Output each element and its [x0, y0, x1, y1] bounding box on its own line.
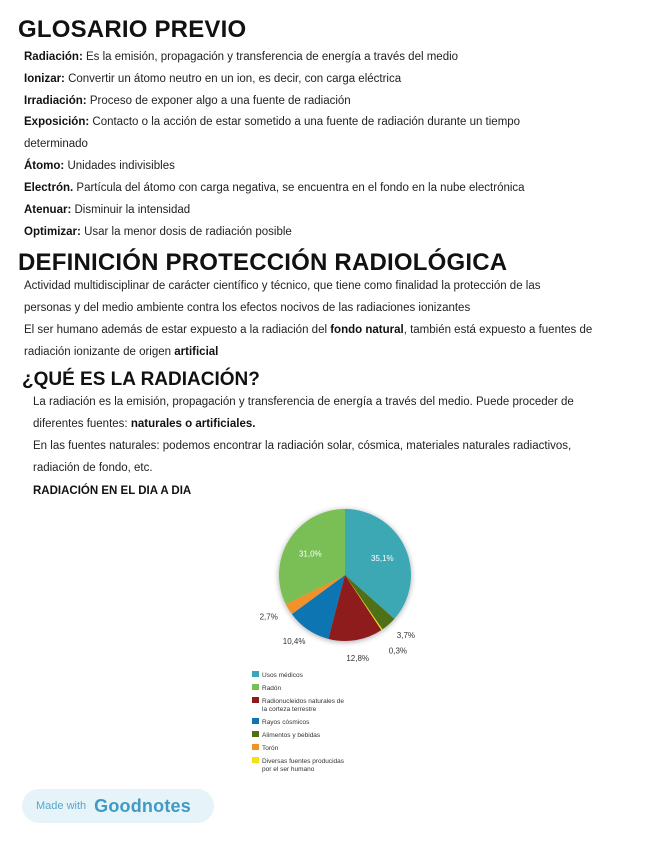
legend-label: Radionucleidos naturales de — [262, 698, 345, 705]
legend-swatch — [252, 718, 259, 724]
pie-value-label: 10,4% — [282, 637, 306, 647]
glossary-item — [24, 159, 175, 173]
glossary-title: GLOSARIO PREVIO — [18, 16, 247, 43]
definition-text-line — [24, 323, 592, 337]
legend-swatch — [252, 684, 259, 690]
glossary-term: Irradiación: — [24, 95, 87, 107]
legend-swatch — [252, 731, 259, 737]
glossary-definition: Unidades indivisibles — [64, 160, 175, 172]
made-with-label: Made with — [36, 800, 87, 812]
legend-label: la corteza terrestre — [262, 706, 317, 713]
pie-value-label: 0,3% — [388, 646, 408, 656]
glossary-item — [24, 72, 401, 86]
glossary-term: Exposición: — [24, 116, 90, 128]
glossary-item — [24, 225, 292, 239]
glossary-term: Ionizar: — [24, 73, 65, 85]
glossary-definition: Usar la menor dosis de radiación posible — [80, 226, 292, 238]
radiation-pie-chart — [240, 500, 440, 785]
glossary-definition: Disminuir la intensidad — [71, 204, 191, 216]
radiation-text-line — [33, 417, 255, 431]
glossary-item — [24, 50, 458, 64]
pie-value-label: 35,1% — [370, 554, 394, 564]
pie-value-label: 31,0% — [298, 549, 322, 559]
legend-label: Alimentos y bebidas — [262, 732, 321, 739]
definition-text-line — [24, 345, 218, 359]
glossary-definition: Contacto o la acción de estar sometido a una fuente de radiación durante un tiempo — [89, 116, 521, 128]
glossary-term: Optimizar: — [24, 226, 81, 238]
definition-title: DEFINICIÓN PROTECCIÓN RADIOLÓGICA — [18, 249, 508, 276]
legend-swatch — [252, 671, 259, 677]
glossary-term: Átomo: — [24, 160, 65, 172]
glossary-definition: Partícula del átomo con carga negativa, se encuentra en el fondo en la nube electrónica — [73, 182, 525, 194]
legend-swatch — [252, 697, 259, 703]
definition-text-line: Actividad multidisciplinar de carácter científico y técnico, que tiene como finalidad la protección de las — [24, 280, 541, 292]
made-with-goodnotes-badge[interactable] — [22, 789, 214, 823]
legend-swatch — [252, 757, 259, 763]
goodnotes-logo: Goodnotes — [94, 795, 191, 816]
emphasis-artificial: artificial — [174, 346, 219, 358]
pie-value-label: 2,7% — [259, 612, 278, 622]
glossary-item — [24, 94, 351, 108]
legend-label: Radón — [262, 685, 282, 692]
legend-label: Usos médicos — [262, 672, 303, 679]
glossary-item-continuation — [24, 137, 88, 151]
legend-label: Torón — [262, 745, 279, 752]
definition-text-line: personas y del medio ambiente contra los efectos nocivos de las radiaciones ionizantes — [24, 302, 471, 314]
glossary-term: Electrón. — [24, 182, 74, 194]
text-run: diferentes fuentes: — [33, 418, 131, 430]
pie-value-label: 12,8% — [346, 654, 370, 663]
glossary-item — [24, 115, 520, 129]
radiation-text-line: La radiación es la emisión, propagación y transferencia de energía a través del medio. Puede proceder de — [33, 396, 574, 408]
legend-label: Diversas fuentes producidas — [262, 758, 345, 765]
radiation-text-line: En las fuentes naturales: podemos encontrar la radiación solar, cósmica, materiales naturales radiactivos, — [33, 440, 572, 452]
legend-label: Rayos cósmicos — [262, 719, 310, 726]
glossary-item — [24, 181, 525, 195]
glossary-definition: Proceso de exponer algo a una fuente de radiación — [86, 95, 351, 107]
glossary-definition: determinado — [24, 138, 88, 150]
glossary-term: Atenuar: — [24, 204, 72, 216]
emphasis-sources: naturales o artificiales. — [130, 418, 256, 430]
text-run: El ser humano además de estar expuesto a la radiación del — [24, 324, 331, 336]
glossary-term: Radiación: — [24, 51, 83, 63]
radiation-title: ¿QUÉ ES LA RADIACIÓN? — [22, 369, 260, 390]
emphasis-fondo-natural: fondo natural — [330, 324, 404, 336]
pie-value-label: 3,7% — [396, 631, 416, 640]
legend-label: por el ser humano — [262, 766, 315, 773]
legend-swatch — [252, 744, 259, 750]
radiation-text-line: radiación de fondo, etc. — [33, 462, 153, 474]
glossary-definition: Es la emisión, propagación y transferencia de energía a través del medio — [82, 51, 459, 63]
glossary-item — [24, 203, 190, 217]
text-run: , también está expuesto a fuentes de — [403, 324, 593, 336]
text-run: radiación ionizante de origen — [24, 346, 175, 358]
chart-subtitle: RADIACIÓN EN EL DIA A DIA — [33, 485, 192, 497]
glossary-definition: Convertir un átomo neutro en un ion, es decir, con carga eléctrica — [64, 73, 402, 85]
